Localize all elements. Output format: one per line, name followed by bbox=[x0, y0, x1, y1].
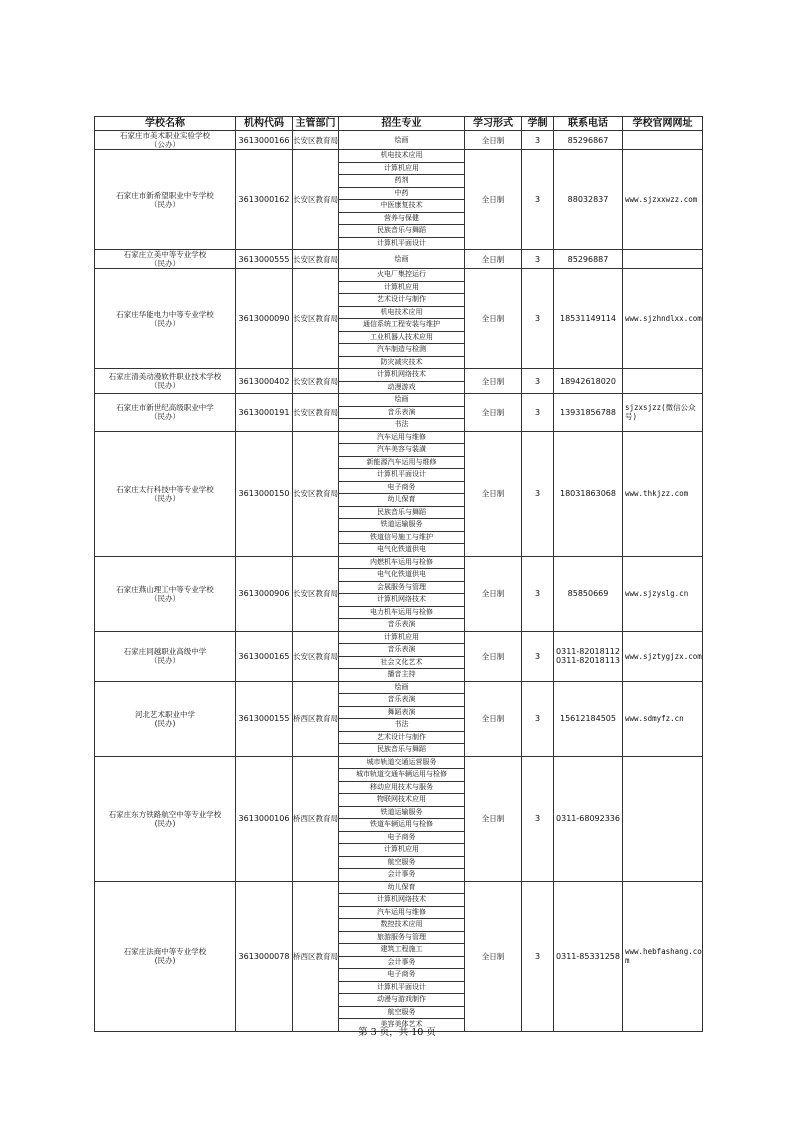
school-name-cell bbox=[95, 131, 236, 150]
school-website: www.sjzyslg.cn bbox=[623, 556, 703, 631]
school-name-cell bbox=[95, 394, 236, 432]
major-item: 计算机网络技术 bbox=[339, 594, 465, 607]
phone-cell bbox=[554, 131, 623, 150]
school-website: www.sjztygjzx.com bbox=[623, 631, 703, 681]
major-item: 旅游服务与管理 bbox=[339, 931, 465, 944]
major-item: 工业机器人技术应用 bbox=[339, 331, 465, 344]
department: 长安区教育局 bbox=[293, 394, 339, 432]
table-row bbox=[95, 369, 703, 382]
major-item: 舞蹈表演 bbox=[339, 706, 465, 719]
study-years: 3 bbox=[522, 756, 554, 881]
phone: 13931856788 bbox=[560, 407, 616, 417]
phone: 0311-85331258 bbox=[556, 951, 620, 961]
institution-code: 3613000162 bbox=[236, 150, 293, 250]
school-name-cell bbox=[95, 269, 236, 369]
school-website: www.thkjzz.com bbox=[623, 431, 703, 556]
school-name-cell bbox=[95, 431, 236, 556]
major-item: 计算机应用 bbox=[339, 844, 465, 857]
department: 长安区教育局 bbox=[293, 269, 339, 369]
phone-cell bbox=[554, 681, 623, 756]
phone-cell bbox=[554, 431, 623, 556]
phone: 18942618020 bbox=[560, 376, 616, 386]
school-type: （民办） bbox=[150, 381, 180, 390]
column-header: 学校官网网址 bbox=[623, 117, 703, 131]
school-website bbox=[623, 756, 703, 881]
table-row bbox=[95, 150, 703, 163]
study-years: 3 bbox=[522, 150, 554, 250]
department: 长安区教育局 bbox=[293, 556, 339, 631]
study-years: 3 bbox=[522, 394, 554, 432]
table-body bbox=[95, 131, 703, 1032]
major-item: 播音主持 bbox=[339, 669, 465, 682]
study-years: 3 bbox=[522, 250, 554, 269]
major-item: 电力机车运用与检修 bbox=[339, 606, 465, 619]
major-item: 汽车美容与装潢 bbox=[339, 444, 465, 457]
column-header: 学制 bbox=[522, 117, 554, 131]
school-website bbox=[623, 250, 703, 269]
school-table bbox=[94, 116, 703, 1032]
table-header-row bbox=[95, 117, 703, 131]
major-item: 铁道运输服务 bbox=[339, 519, 465, 532]
table-row bbox=[95, 250, 703, 269]
major-item: 数控技术应用 bbox=[339, 919, 465, 932]
column-header: 学习形式 bbox=[465, 117, 522, 131]
column-header: 联系电话 bbox=[554, 117, 623, 131]
department: 长安区教育局 bbox=[293, 369, 339, 394]
school-name: 石家庄市新世纪高级职业中学 bbox=[116, 403, 214, 413]
major-item: 防灾减灾技术 bbox=[339, 356, 465, 369]
study-form: 全日制 bbox=[465, 431, 522, 556]
study-form: 全日制 bbox=[465, 681, 522, 756]
major-item: 铁道信号施工与维护 bbox=[339, 531, 465, 544]
school-website bbox=[623, 369, 703, 394]
major-item: 汽车运用与维修 bbox=[339, 431, 465, 444]
school-name: 石家庄太行科技中等专业学校 bbox=[116, 484, 214, 494]
school-website: www.sjzhndlxx.com bbox=[623, 269, 703, 369]
phone: 88032837 bbox=[567, 195, 609, 204]
major-item: 美容美体艺术 bbox=[339, 1019, 465, 1032]
major-item: 绘画 bbox=[339, 394, 465, 407]
phone: 85296867 bbox=[567, 135, 609, 145]
major-item: 计算机平面设计 bbox=[339, 469, 465, 482]
school-name-cell bbox=[95, 250, 236, 269]
major-item: 民族音乐与舞蹈 bbox=[339, 225, 465, 238]
study-form: 全日制 bbox=[465, 631, 522, 681]
major-item: 艺术设计与制作 bbox=[339, 731, 465, 744]
institution-code: 3613000155 bbox=[236, 681, 293, 756]
school-type: （民办） bbox=[150, 199, 180, 209]
major-item: 电气化铁道供电 bbox=[339, 569, 465, 582]
school-type: （民办） bbox=[150, 259, 180, 268]
phone: 18031863068 bbox=[560, 489, 616, 498]
major-item: 铁道运输服务 bbox=[339, 806, 465, 819]
study-form: 全日制 bbox=[465, 131, 522, 150]
school-type: （民办） bbox=[150, 493, 180, 503]
school-name: 石家庄市美术职业实验学校 bbox=[120, 131, 210, 140]
table-row bbox=[95, 756, 703, 769]
institution-code: 3613000191 bbox=[236, 394, 293, 432]
study-years: 3 bbox=[522, 556, 554, 631]
phone-cell bbox=[554, 250, 623, 269]
school-type: （民办） bbox=[150, 318, 180, 328]
institution-code: 3613000555 bbox=[236, 250, 293, 269]
table-row bbox=[95, 681, 703, 694]
study-form: 全日制 bbox=[465, 150, 522, 250]
study-years: 3 bbox=[522, 131, 554, 150]
major-item: 书法 bbox=[339, 419, 465, 432]
major-item: 计算机应用 bbox=[339, 162, 465, 175]
major-item: 计算机平面设计 bbox=[339, 237, 465, 250]
table-row bbox=[95, 431, 703, 444]
major-item: 会计事务 bbox=[339, 956, 465, 969]
major-item: 移动应用技术与服务 bbox=[339, 781, 465, 794]
study-form: 全日制 bbox=[465, 756, 522, 881]
column-header: 招生专业 bbox=[339, 117, 465, 131]
school-name-cell bbox=[95, 369, 236, 394]
study-form: 全日制 bbox=[465, 369, 522, 394]
school-website: www.sdmyfz.cn bbox=[623, 681, 703, 756]
study-years: 3 bbox=[522, 881, 554, 1031]
school-name-cell bbox=[95, 681, 236, 756]
major-item: 会计事务 bbox=[339, 869, 465, 882]
institution-code: 3613000078 bbox=[236, 881, 293, 1031]
major-item: 音乐表演 bbox=[339, 406, 465, 419]
phone-cell bbox=[554, 881, 623, 1031]
major-item: 音乐表演 bbox=[339, 694, 465, 707]
major-item: 内燃机车运用与检修 bbox=[339, 556, 465, 569]
school-type: （民办） bbox=[150, 656, 180, 665]
major-item: 城市轨道交通车辆运用与检修 bbox=[339, 769, 465, 782]
major-item: 音乐表演 bbox=[339, 644, 465, 657]
column-header: 学校名称 bbox=[95, 117, 236, 131]
major-item: 电子商务 bbox=[339, 481, 465, 494]
major-item: 民族音乐与舞蹈 bbox=[339, 506, 465, 519]
major-item: 机电技术应用 bbox=[339, 306, 465, 319]
school-name: 石家庄同越职业高级中学 bbox=[123, 647, 207, 656]
school-name-cell bbox=[95, 631, 236, 681]
major-item: 通信系统工程安装与维护 bbox=[339, 319, 465, 332]
institution-code: 3613000106 bbox=[236, 756, 293, 881]
study-years: 3 bbox=[522, 631, 554, 681]
phone: 0311-68092336 bbox=[556, 814, 620, 823]
major-item: 营养与保健 bbox=[339, 212, 465, 225]
school-website: www.hebfashang.com bbox=[623, 881, 703, 1031]
table-row bbox=[95, 556, 703, 569]
school-name: 石家庄燕山理工中等专业学校 bbox=[116, 584, 214, 594]
phone-cell bbox=[554, 556, 623, 631]
school-name-cell bbox=[95, 881, 236, 1031]
phone-cell bbox=[554, 394, 623, 432]
institution-code: 3613000166 bbox=[236, 131, 293, 150]
phone: 15612184505 bbox=[560, 714, 616, 723]
school-name: 河北艺术职业中学 bbox=[135, 709, 195, 719]
school-type: （民办） bbox=[150, 412, 180, 422]
department: 长安区教育局 bbox=[293, 131, 339, 150]
major-item: 绘画 bbox=[339, 681, 465, 694]
department: 桥西区教育局 bbox=[293, 756, 339, 881]
school-name-cell bbox=[95, 756, 236, 881]
study-form: 全日制 bbox=[465, 556, 522, 631]
page-footer: 第 3 页，共 10 页 bbox=[358, 1027, 436, 1038]
school-name: 石家庄法商中等专业学校 bbox=[123, 947, 207, 956]
school-type: （民办） bbox=[150, 593, 180, 603]
department: 桥西区教育局 bbox=[293, 881, 339, 1031]
major-item: 艺术设计与制作 bbox=[339, 294, 465, 307]
institution-code: 3613000090 bbox=[236, 269, 293, 369]
phone-cell bbox=[554, 756, 623, 881]
major-item: 动漫与游戏制作 bbox=[339, 994, 465, 1007]
study-form: 全日制 bbox=[465, 881, 522, 1031]
school-name: 石家庄华能电力中等专业学校 bbox=[116, 309, 214, 319]
school-website: sjzxsjzz(微信公众号) bbox=[623, 394, 703, 432]
major-item: 电子商务 bbox=[339, 969, 465, 982]
major-item: 汽车运用与维修 bbox=[339, 906, 465, 919]
major-item: 计算机应用 bbox=[339, 281, 465, 294]
major-item: 计算机平面设计 bbox=[339, 981, 465, 994]
school-website bbox=[623, 131, 703, 150]
study-years: 3 bbox=[522, 269, 554, 369]
major-item: 药剂 bbox=[339, 175, 465, 188]
phone: 18531149114 bbox=[560, 314, 616, 323]
institution-code: 3613000165 bbox=[236, 631, 293, 681]
major-item: 铁道车辆运用与检修 bbox=[339, 819, 465, 832]
major-item: 计算机应用 bbox=[339, 631, 465, 644]
table-row bbox=[95, 269, 703, 282]
institution-code: 3613000402 bbox=[236, 369, 293, 394]
school-type: (民办) bbox=[154, 718, 176, 728]
major-item: 社会文化艺术 bbox=[339, 656, 465, 669]
table-row bbox=[95, 394, 703, 407]
school-type: (民办) bbox=[154, 818, 176, 828]
school-name-cell bbox=[95, 150, 236, 250]
department: 长安区教育局 bbox=[293, 631, 339, 681]
major-item: 计算机网络技术 bbox=[339, 369, 465, 382]
school-name: 石家庄市新希望职业中专学校 bbox=[116, 190, 214, 200]
phone: 85850669 bbox=[567, 589, 609, 598]
major-item: 电气化铁道供电 bbox=[339, 544, 465, 557]
major-item: 绘画 bbox=[339, 250, 465, 269]
institution-code: 3613000906 bbox=[236, 556, 293, 631]
column-header: 机构代码 bbox=[236, 117, 293, 131]
table-row bbox=[95, 131, 703, 150]
phone: 85296887 bbox=[567, 254, 609, 264]
institution-code: 3613000150 bbox=[236, 431, 293, 556]
major-item: 物联网技术应用 bbox=[339, 794, 465, 807]
department: 桥西区教育局 bbox=[293, 681, 339, 756]
major-item: 计算机网络技术 bbox=[339, 894, 465, 907]
major-item: 电子商务 bbox=[339, 831, 465, 844]
study-form: 全日制 bbox=[465, 394, 522, 432]
study-years: 3 bbox=[522, 431, 554, 556]
phone-cell bbox=[554, 631, 623, 681]
phone-cell bbox=[554, 269, 623, 369]
department: 长安区教育局 bbox=[293, 250, 339, 269]
school-name: 石家庄清美动漫软件职业技术学校 bbox=[108, 372, 222, 381]
major-item: 航空服务 bbox=[339, 856, 465, 869]
school-website: www.sjzxxwzz.com bbox=[623, 150, 703, 250]
department: 长安区教育局 bbox=[293, 150, 339, 250]
major-item: 动漫游戏 bbox=[339, 381, 465, 394]
column-header: 主管部门 bbox=[293, 117, 339, 131]
table-row bbox=[95, 631, 703, 644]
phone-secondary: 0311-82018113 bbox=[556, 656, 620, 665]
department: 长安区教育局 bbox=[293, 431, 339, 556]
major-item: 城市轨道交通运营服务 bbox=[339, 756, 465, 769]
table-row bbox=[95, 881, 703, 894]
study-form: 全日制 bbox=[465, 250, 522, 269]
school-type: （公办） bbox=[150, 140, 180, 149]
major-item: 中医康复技术 bbox=[339, 200, 465, 213]
phone-cell bbox=[554, 150, 623, 250]
major-item: 幼儿保育 bbox=[339, 494, 465, 507]
major-item: 汽车制造与检测 bbox=[339, 344, 465, 357]
major-item: 书法 bbox=[339, 719, 465, 732]
major-item: 会展服务与管理 bbox=[339, 581, 465, 594]
major-item: 民族音乐与舞蹈 bbox=[339, 744, 465, 757]
major-item: 机电技术应用 bbox=[339, 150, 465, 163]
major-item: 航空服务 bbox=[339, 1006, 465, 1019]
major-item: 音乐表演 bbox=[339, 619, 465, 632]
study-form: 全日制 bbox=[465, 269, 522, 369]
school-name-cell bbox=[95, 556, 236, 631]
school-name: 石家庄东方铁路航空中等专业学校 bbox=[108, 809, 222, 819]
school-type: (民办) bbox=[154, 956, 176, 965]
study-years: 3 bbox=[522, 369, 554, 394]
major-item: 建筑工程施工 bbox=[339, 944, 465, 957]
major-item: 新能源汽车运用与维修 bbox=[339, 456, 465, 469]
major-item: 中药 bbox=[339, 187, 465, 200]
phone: 0311-82018112 bbox=[556, 647, 620, 656]
major-item: 绘画 bbox=[339, 131, 465, 150]
school-name: 石家庄立美中等专业学校 bbox=[123, 250, 207, 259]
phone-cell bbox=[554, 369, 623, 394]
major-item: 火电厂集控运行 bbox=[339, 269, 465, 282]
study-years: 3 bbox=[522, 681, 554, 756]
major-item: 幼儿保育 bbox=[339, 881, 465, 894]
